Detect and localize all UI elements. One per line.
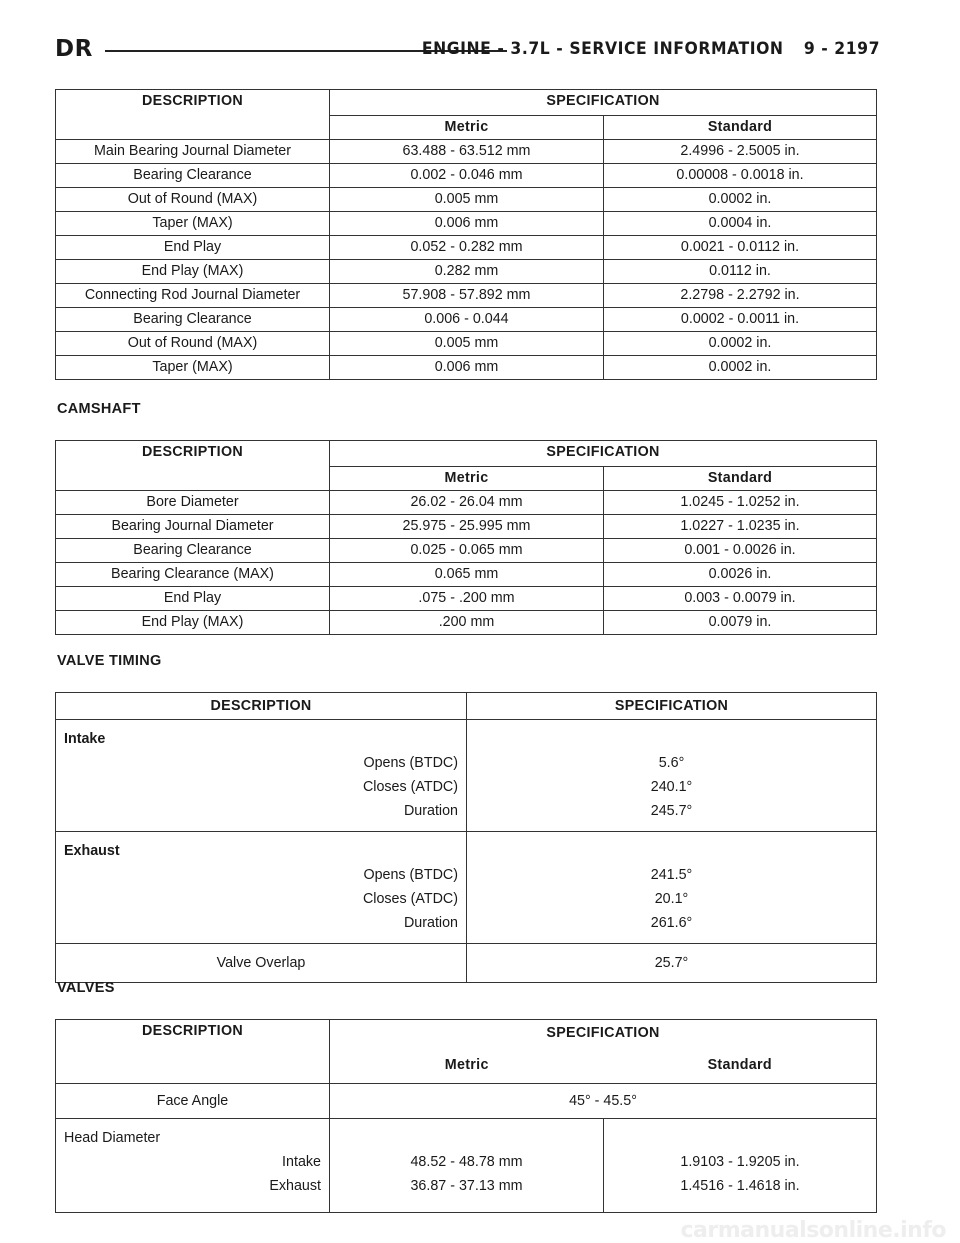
row-metric: .200 mm	[330, 611, 604, 635]
timing-event-value: 261.6°	[467, 911, 877, 935]
list-item	[56, 911, 877, 935]
table-row	[56, 188, 877, 212]
row-metric: 63.488 - 63.512 mm	[330, 140, 604, 164]
watermark: carmanualsonline.info	[680, 1218, 946, 1243]
row-metric: 0.006 - 0.044	[330, 308, 604, 332]
table-row	[56, 587, 877, 611]
row-metric: 57.908 - 57.892 mm	[330, 284, 604, 308]
page-number: 9 - 2197	[803, 39, 880, 59]
timing-event-value: 241.5°	[467, 863, 877, 887]
col-metric: Metric	[330, 467, 604, 491]
list-item	[56, 751, 877, 775]
row-standard: 2.4996 - 2.5005 in.	[604, 140, 877, 164]
table-row	[56, 164, 877, 188]
table-row	[56, 332, 877, 356]
header-title-block	[402, 39, 880, 59]
timing-event-value: 20.1°	[467, 887, 877, 911]
timing-event-label: Opens (BTDC)	[56, 863, 467, 887]
valves-spec-table	[55, 1019, 877, 1213]
row-standard: 0.0021 - 0.0112 in.	[604, 236, 877, 260]
head-diameter-standard: 1.9103 - 1.9205 in.	[604, 1150, 877, 1174]
row-description: Main Bearing Journal Diameter	[56, 140, 330, 164]
row-metric: 0.052 - 0.282 mm	[330, 236, 604, 260]
row-metric: 0.005 mm	[330, 188, 604, 212]
table-row	[56, 260, 877, 284]
row-metric: 0.005 mm	[330, 332, 604, 356]
row-standard: 0.0002 in.	[604, 332, 877, 356]
col-metric: Metric	[330, 116, 604, 140]
table-row	[56, 515, 877, 539]
table-row	[56, 284, 877, 308]
camshaft-spec-table	[55, 440, 877, 635]
timing-event-value: 5.6°	[467, 751, 877, 775]
row-metric: .075 - .200 mm	[330, 587, 604, 611]
table-row	[56, 308, 877, 332]
list-item	[56, 1174, 877, 1198]
col-description: DESCRIPTION	[56, 90, 330, 140]
table-row	[56, 539, 877, 563]
col-description: DESCRIPTION	[56, 693, 467, 720]
row-description: Bearing Clearance (MAX)	[56, 563, 330, 587]
timing-event-label: Closes (ATDC)	[56, 887, 467, 911]
col-specification: SPECIFICATION	[330, 90, 877, 116]
list-item	[56, 1150, 877, 1174]
exhaust-group-label: Exhaust	[56, 832, 467, 864]
row-description: End Play (MAX)	[56, 260, 330, 284]
col-description: DESCRIPTION	[56, 441, 330, 491]
head-diameter-type: Intake	[56, 1150, 330, 1174]
camshaft-title: CAMSHAFT	[57, 401, 141, 417]
row-standard: 0.0079 in.	[604, 611, 877, 635]
row-description: Taper (MAX)	[56, 212, 330, 236]
row-metric: 0.065 mm	[330, 563, 604, 587]
table-row	[56, 212, 877, 236]
head-diameter-label: Head Diameter	[56, 1119, 330, 1151]
row-standard: 2.2798 - 2.2792 in.	[604, 284, 877, 308]
col-standard: Standard	[604, 1047, 877, 1084]
head-diameter-metric: 48.52 - 48.78 mm	[330, 1150, 604, 1174]
table-row	[56, 356, 877, 380]
head-diameter-metric: 36.87 - 37.13 mm	[330, 1174, 604, 1198]
face-angle-value: 45° - 45.5°	[330, 1084, 877, 1119]
list-item	[56, 863, 877, 887]
valve-timing-table	[55, 692, 877, 983]
head-diameter-type: Exhaust	[56, 1174, 330, 1198]
col-specification: SPECIFICATION	[467, 693, 877, 720]
col-metric: Metric	[330, 1047, 604, 1084]
row-standard: 0.0004 in.	[604, 212, 877, 236]
row-description: Bore Diameter	[56, 491, 330, 515]
row-standard: 1.0245 - 1.0252 in.	[604, 491, 877, 515]
row-description: Taper (MAX)	[56, 356, 330, 380]
intake-group-label: Intake	[56, 720, 467, 752]
table-row	[56, 236, 877, 260]
row-metric: 0.006 mm	[330, 356, 604, 380]
row-description: Bearing Clearance	[56, 308, 330, 332]
col-specification: SPECIFICATION	[330, 441, 877, 467]
row-standard: 0.0002 - 0.0011 in.	[604, 308, 877, 332]
list-item	[56, 799, 877, 823]
row-description: Bearing Clearance	[56, 164, 330, 188]
row-standard: 0.0112 in.	[604, 260, 877, 284]
valves-title: VALVES	[57, 980, 115, 996]
timing-event-value: 240.1°	[467, 775, 877, 799]
page-header	[55, 36, 880, 66]
col-standard: Standard	[604, 116, 877, 140]
head-diameter-standard: 1.4516 - 1.4618 in.	[604, 1174, 877, 1198]
row-description: Out of Round (MAX)	[56, 188, 330, 212]
row-description: End Play	[56, 236, 330, 260]
timing-event-label: Duration	[56, 799, 467, 823]
table-row	[56, 611, 877, 635]
valve-timing-title: VALVE TIMING	[57, 653, 162, 669]
row-description: End Play (MAX)	[56, 611, 330, 635]
row-metric: 0.006 mm	[330, 212, 604, 236]
crankshaft-spec-table	[55, 89, 877, 380]
valve-overlap-label: Valve Overlap	[56, 944, 467, 983]
row-metric: 26.02 - 26.04 mm	[330, 491, 604, 515]
col-standard: Standard	[604, 467, 877, 491]
row-standard: 0.003 - 0.0079 in.	[604, 587, 877, 611]
row-standard: 0.0026 in.	[604, 563, 877, 587]
face-angle-label: Face Angle	[56, 1084, 330, 1119]
timing-event-value: 245.7°	[467, 799, 877, 823]
timing-event-label: Opens (BTDC)	[56, 751, 467, 775]
timing-event-label: Closes (ATDC)	[56, 775, 467, 799]
row-metric: 25.975 - 25.995 mm	[330, 515, 604, 539]
row-standard: 0.001 - 0.0026 in.	[604, 539, 877, 563]
header-title: ENGINE - 3.7L - SERVICE INFORMATION	[421, 39, 784, 59]
section-code: DR	[55, 36, 93, 62]
row-standard: 1.0227 - 1.0235 in.	[604, 515, 877, 539]
row-description: End Play	[56, 587, 330, 611]
col-specification: SPECIFICATION	[330, 1020, 877, 1048]
row-description: Bearing Clearance	[56, 539, 330, 563]
valve-overlap-value: 25.7°	[467, 944, 877, 983]
table-row	[56, 563, 877, 587]
row-description: Out of Round (MAX)	[56, 332, 330, 356]
row-description: Connecting Rod Journal Diameter	[56, 284, 330, 308]
row-standard: 0.0002 in.	[604, 188, 877, 212]
row-metric: 0.282 mm	[330, 260, 604, 284]
row-metric: 0.002 - 0.046 mm	[330, 164, 604, 188]
col-description: DESCRIPTION	[56, 1020, 330, 1084]
row-standard: 0.0002 in.	[604, 356, 877, 380]
timing-event-label: Duration	[56, 911, 467, 935]
table-row	[56, 491, 877, 515]
list-item	[56, 887, 877, 911]
row-standard: 0.00008 - 0.0018 in.	[604, 164, 877, 188]
row-metric: 0.025 - 0.065 mm	[330, 539, 604, 563]
table-row	[56, 140, 877, 164]
list-item	[56, 775, 877, 799]
row-description: Bearing Journal Diameter	[56, 515, 330, 539]
